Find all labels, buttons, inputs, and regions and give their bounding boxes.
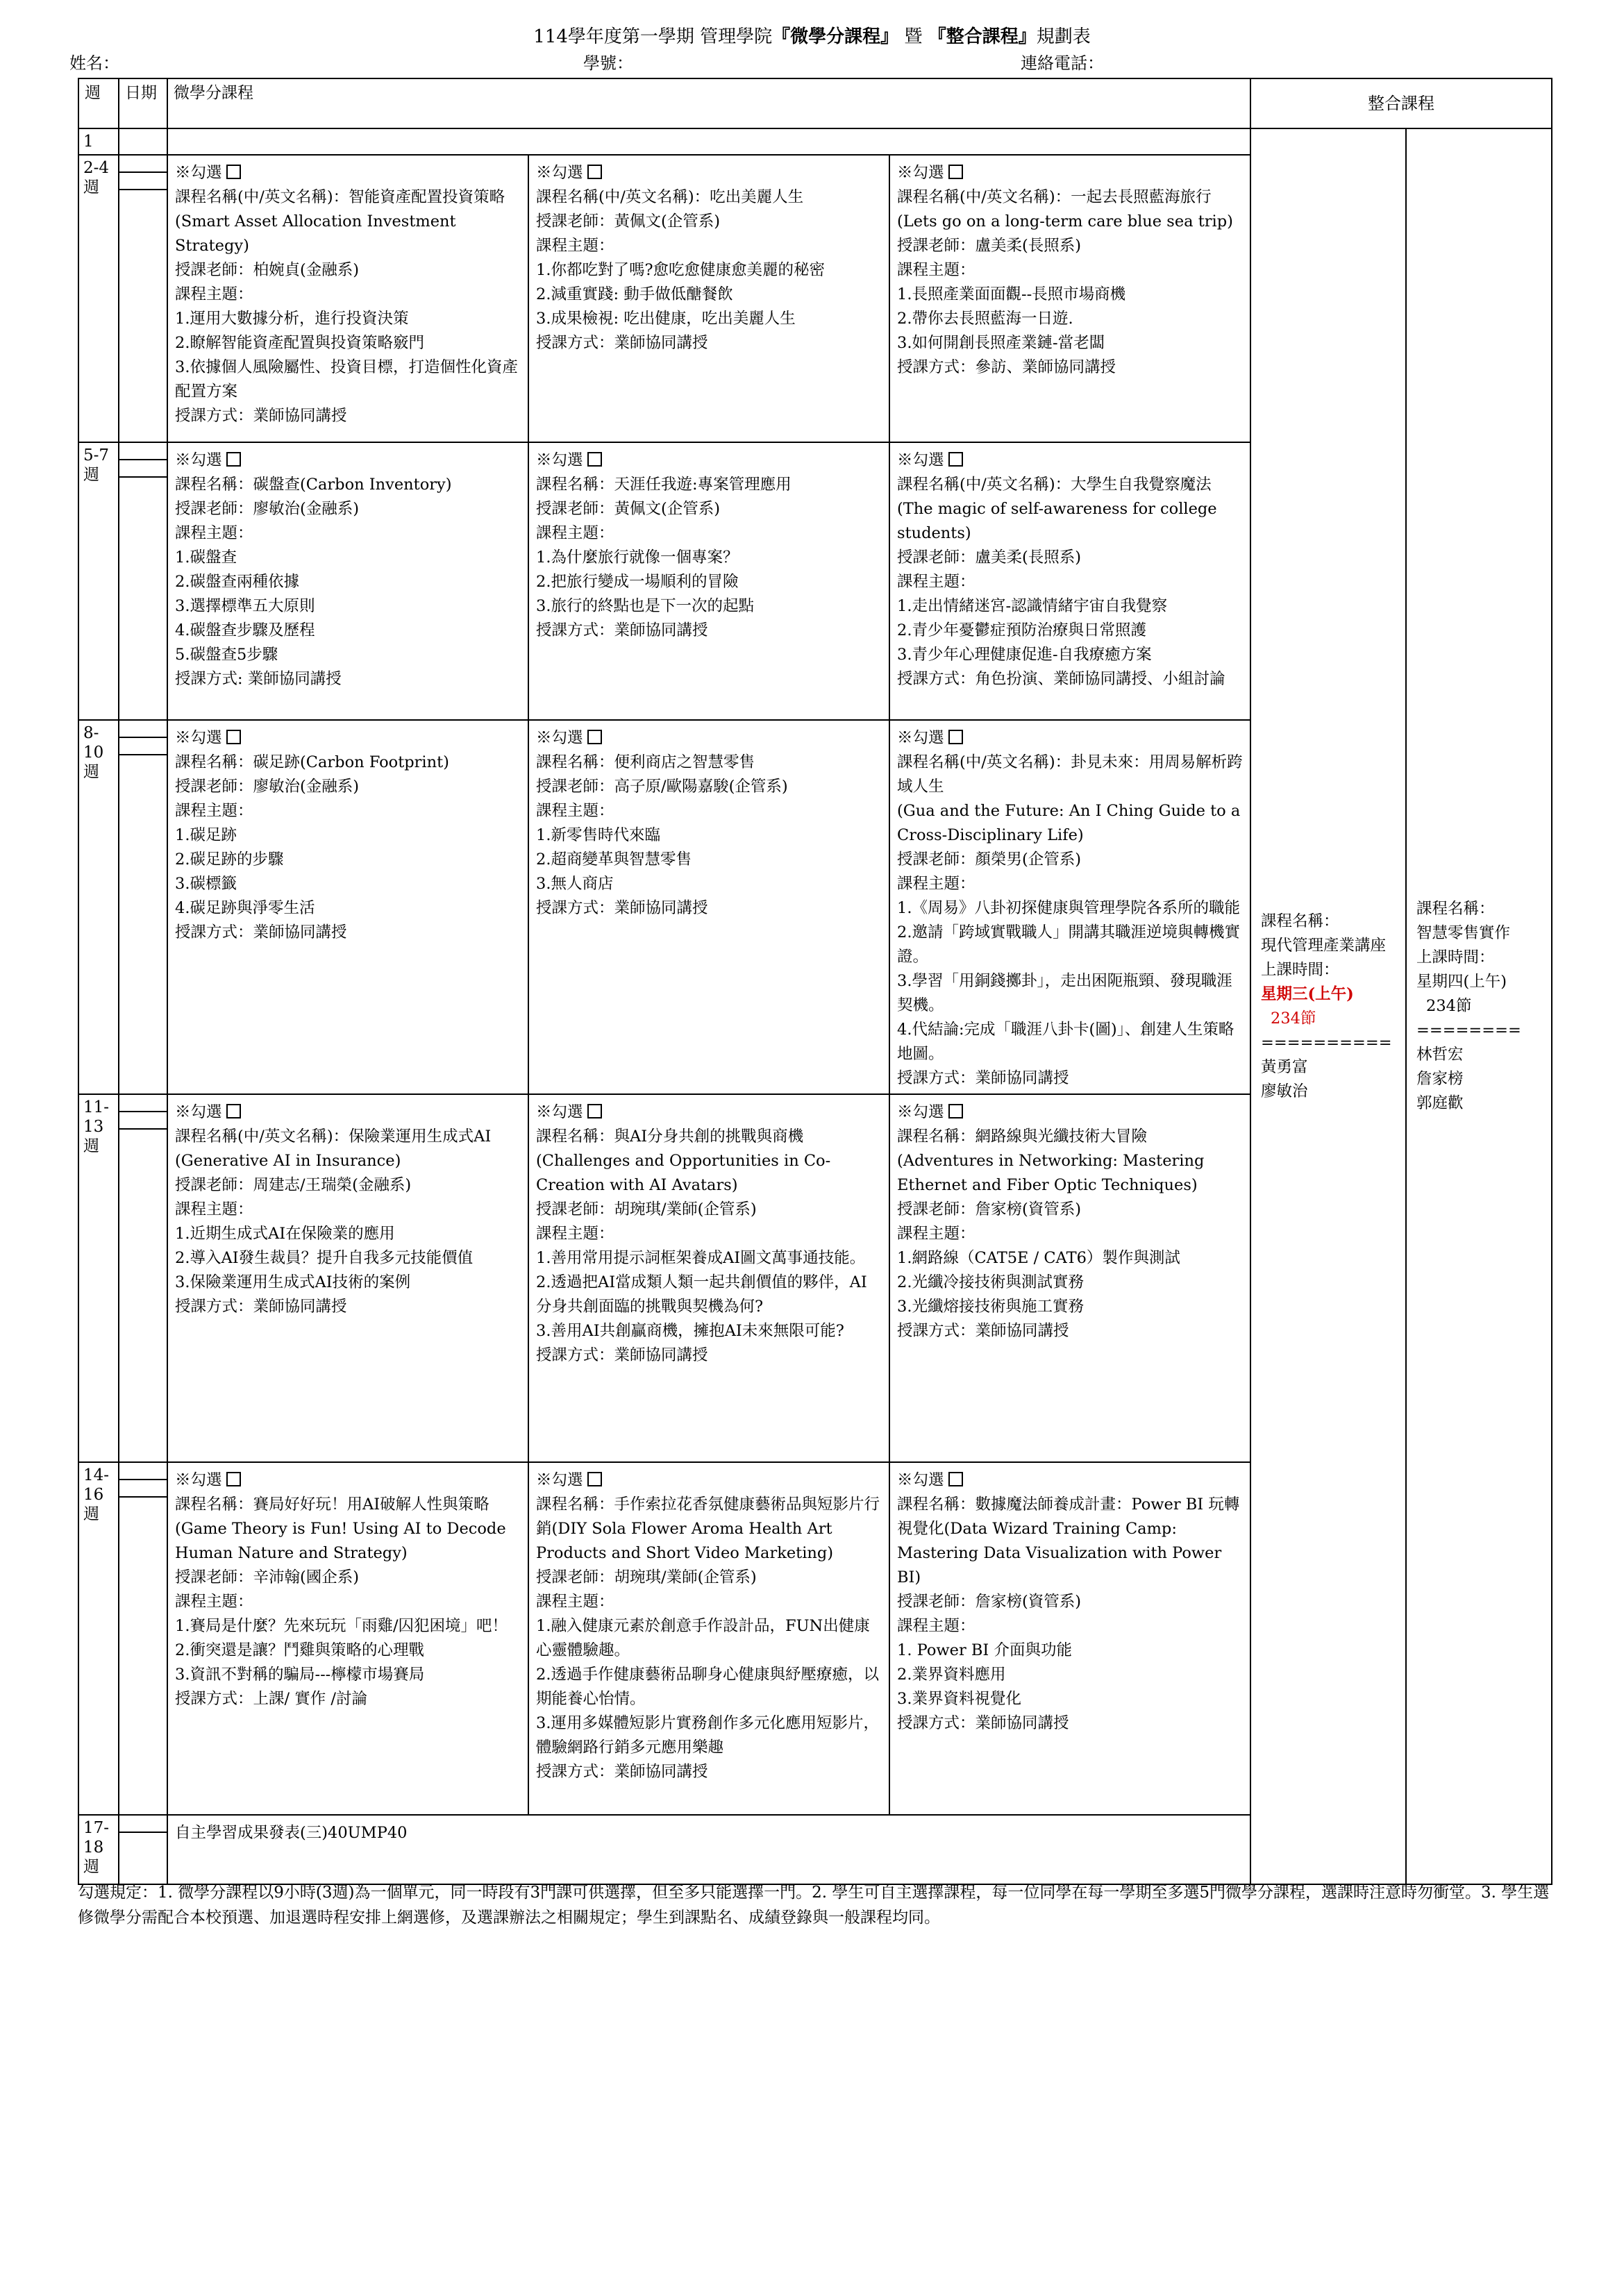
course-line: 5.碳盤查5步驟	[175, 646, 278, 664]
checkbox-icon[interactable]	[587, 452, 602, 467]
course-line: 課程名稱：網路線與光纖技術大冒險(Adventures in Networking: Mastering Ethernet and Fiber Optic Techniques)	[897, 1128, 1205, 1194]
select-checkbox-label[interactable]	[175, 1100, 521, 1125]
course-line: 1. Power BI 介面與功能	[897, 1641, 1072, 1659]
week-label: 2-4週	[78, 155, 119, 442]
integrated-1-time-period: 234節	[1271, 1009, 1316, 1028]
course-line: 1.網路線（CAT5E / CAT6）製作與測試	[897, 1249, 1180, 1267]
course-line: 授課老師：廖敏治(金融系)	[175, 500, 360, 518]
week-label: 8-10週	[78, 720, 119, 1094]
integrated-2-time-period: 234節	[1426, 997, 1472, 1015]
course-cell	[528, 1094, 889, 1462]
course-line: 3.保險業運用生成式AI技術的案例	[175, 1273, 411, 1291]
select-label: ※勾選	[536, 729, 583, 747]
checkbox-icon[interactable]	[587, 730, 602, 744]
course-line: 1.長照產業面面觀--長照市場商機	[897, 285, 1126, 303]
course-line: 授課方式：業師協同講授	[897, 1069, 1069, 1087]
course-line: 授課方式：上課/ 實作 /討論	[175, 1690, 367, 1708]
course-line: 1.賽局是什麼？先來玩玩「雨雞/囚犯困境」吧！	[175, 1617, 508, 1635]
course-line: 課程名稱：便利商店之智慧零售	[536, 753, 755, 771]
course-line: 授課方式：業師協同講授	[897, 1714, 1069, 1732]
date-cell	[119, 1094, 167, 1462]
course-line: 2.衝突還是讓？鬥雞與策略的心理戰	[175, 1641, 424, 1659]
course-cell	[167, 155, 528, 442]
integrated-2-time-day: 星期四(上午)	[1416, 973, 1507, 991]
course-line: 1.你都吃對了嗎?愈吃愈健康愈美麗的秘密	[536, 261, 826, 279]
select-label: ※勾選	[897, 729, 944, 747]
course-line: 授課方式: 業師協同講授	[175, 670, 342, 688]
select-label: ※勾選	[175, 729, 222, 747]
course-line: 課程主題：	[897, 1225, 976, 1243]
week-label: 17-18週	[78, 1815, 119, 1884]
course-line: 課程主題：	[897, 573, 976, 591]
select-checkbox-label[interactable]	[897, 161, 1243, 185]
title-integrated: 『整合課程』	[928, 26, 1037, 47]
course-line: 2.碳足跡的步驟	[175, 850, 284, 869]
self-learning-note: 自主學習成果發表(三)40UMP40	[167, 1815, 1250, 1884]
selection-rules-note: 勾選規定：1. 微學分課程以9小時(3週)為一個單元，同一時段有3門課可供選擇，但至多只能選擇一門。2. 學生可自主選擇課程，每一位同學在每一學期至多選5門微學分課程，選課時注意時勿衝堂。3. 學生選修微學分需配合本校預選、加退選時程安排上網選修，及選課辦法之相關規定；學生到課點名、成績登錄與一般課程均同。	[78, 1884, 1550, 1927]
course-line: 授課老師：柏婉貞(金融系)	[175, 261, 360, 279]
course-line: 1.新零售時代來臨	[536, 826, 660, 844]
course-line: 授課老師：黃佩文(企管系)	[536, 500, 721, 518]
date-cell	[119, 442, 167, 720]
date-cell	[119, 155, 167, 442]
course-line: 課程名稱：碳足跡(Carbon Footprint)	[175, 753, 449, 771]
title-suffix: 規劃表	[1036, 26, 1091, 47]
course-line: 3.碳標籤	[175, 875, 237, 893]
integrated-1-label: 課程名稱：	[1261, 912, 1339, 930]
checkbox-icon[interactable]	[948, 1104, 963, 1118]
week-label: 5-7週	[78, 442, 119, 720]
integrated-1-teacher-2: 廖敏治	[1261, 1082, 1308, 1100]
course-line: 課程主題：	[897, 1617, 976, 1635]
course-line: 授課老師：胡琬琪/業師(企管系)	[536, 1568, 757, 1586]
course-line: 課程主題：	[175, 285, 253, 303]
course-cell	[528, 1462, 889, 1815]
course-line: 2.光纖冷接技術與測試實務	[897, 1273, 1084, 1291]
course-line: 課程主題：	[536, 1593, 614, 1611]
course-line: 課程名稱(中/英文名稱)：吃出美麗人生	[536, 188, 804, 206]
course-line: 授課方式：業師協同講授	[536, 621, 708, 639]
course-cell	[889, 1462, 1250, 1815]
week-label: 1	[78, 128, 119, 155]
course-cell	[167, 1462, 528, 1815]
course-line: 授課老師：胡琬琪/業師(企管系)	[536, 1200, 757, 1218]
date-cell	[119, 1815, 167, 1884]
course-line: 授課方式：參訪、業師協同講授	[897, 358, 1116, 376]
course-line: 3.依據個人風險屬性、投資目標，打造個性化資產配置方案	[175, 358, 518, 401]
course-line: 2.帶你去長照藍海一日遊.	[897, 310, 1073, 328]
title-mid: 暨	[898, 26, 928, 47]
week-label: 11-13週	[78, 1094, 119, 1462]
course-line: 授課老師：盧美柔(長照系)	[897, 237, 1082, 255]
checkbox-icon[interactable]	[587, 1472, 602, 1486]
course-line: 1.近期生成式AI在保險業的應用	[175, 1225, 395, 1243]
course-cell	[889, 442, 1250, 720]
select-checkbox-label[interactable]	[536, 1468, 882, 1493]
course-line: 3.資訊不對稱的騙局---檸檬市場賽局	[175, 1666, 425, 1684]
course-line: 授課方式：業師協同講授	[175, 1298, 347, 1316]
course-line: 課程主題：	[175, 1593, 253, 1611]
course-line: 1.碳盤查	[175, 548, 237, 567]
date-cell	[119, 1462, 167, 1815]
name-field-label: 姓名：	[69, 53, 119, 73]
table-row	[78, 128, 1552, 155]
select-checkbox-label[interactable]	[175, 449, 521, 473]
course-line: 課程名稱：賽局好好玩！用AI破解人性與策略(Game Theory is Fun! Using AI to Decode Human Nature and Strategy)	[175, 1495, 506, 1562]
course-line: 課程主題：	[897, 261, 976, 279]
select-checkbox-label[interactable]	[175, 1468, 521, 1493]
header-micro-credit: 微學分課程	[167, 78, 1250, 128]
course-line: 課程名稱(中/英文名稱)：一起去長照藍海旅行(Lets go on a long-term care blue sea trip)	[897, 188, 1233, 231]
course-line: 授課老師：黃佩文(企管系)	[536, 212, 721, 231]
date-cell	[119, 720, 167, 1094]
course-line: 課程主題：	[536, 1225, 614, 1243]
course-line: 4.代結論:完成「職涯八卦卡(圖)」、創建人生策略地圖。	[897, 1021, 1234, 1063]
course-line: 授課方式：業師協同講授	[175, 407, 347, 425]
integrated-2-label: 課程名稱：	[1416, 900, 1495, 918]
course-cell	[528, 155, 889, 442]
course-line: 授課方式：業師協同講授	[536, 899, 708, 917]
course-line: 2.減重實踐: 動手做低醣餐飲	[536, 285, 733, 303]
checkbox-icon[interactable]	[226, 730, 241, 744]
course-line: 3.學習「用銅錢擲卦」，走出困阨瓶頸、發現職涯契機。	[897, 972, 1232, 1014]
course-line: 2.導入AI發生裁員？提升自我多元技能價值	[175, 1249, 474, 1267]
select-label: ※勾選	[175, 451, 222, 469]
course-line: 授課老師：辛沛翰(國企系)	[175, 1568, 360, 1586]
select-checkbox-label[interactable]	[897, 1468, 1243, 1493]
course-line: 1.走出情緒迷宮-認識情緒宇宙自我覺察	[897, 597, 1168, 615]
checkbox-icon[interactable]	[226, 165, 241, 179]
select-checkbox-label[interactable]	[897, 1100, 1243, 1125]
integrated-1-name: 現代管理產業講座	[1261, 936, 1387, 955]
course-line: 1.善用常用提示詞框架養成AI圖文萬事通技能。	[536, 1249, 866, 1267]
course-line: 3.無人商店	[536, 875, 614, 893]
select-label: ※勾選	[897, 164, 944, 182]
course-line: 課程主題：	[536, 524, 614, 542]
course-line: 課程主題：	[897, 875, 976, 893]
checkbox-icon[interactable]	[226, 1472, 241, 1486]
course-line: 3.如何開創長照產業鏈-當老闆	[897, 334, 1105, 352]
course-cell	[528, 442, 889, 720]
select-label: ※勾選	[536, 1103, 583, 1121]
course-line: 1.為什麼旅行就像一個專案？	[536, 548, 739, 567]
select-checkbox-label[interactable]	[897, 726, 1243, 751]
course-line: 課程名稱(中/英文名稱)：智能資產配置投資策略(Smart Asset Allocation Investment Strategy)	[175, 188, 505, 255]
course-line: 授課老師：高子原/歐陽嘉駿(企管系)	[536, 778, 788, 796]
student-id-field-label: 學號：	[583, 53, 633, 73]
select-label: ※勾選	[536, 164, 583, 182]
course-line: 2.業界資料應用	[897, 1666, 1006, 1684]
course-line: 課程名稱(中/英文名稱)：保險業運用生成式AI (Generative AI in Insurance)	[175, 1128, 492, 1170]
select-label: ※勾選	[536, 451, 583, 469]
integrated-1-separator: ==========	[1261, 1033, 1392, 1052]
integrated-1-teacher-1: 黃勇富	[1261, 1057, 1308, 1076]
course-line: 課程名稱(中/英文名稱)：卦見未來：用周易解析跨域人生	[897, 753, 1243, 796]
select-label: ※勾選	[175, 164, 222, 182]
course-line: 2.邀請「跨域實戰職人」開講其職涯逆境與轉機實證。	[897, 923, 1240, 966]
course-line: 課程主題：	[536, 802, 614, 820]
course-line: 2.透過把AI當成類人類一起共創價值的夥伴，AI分身共創面臨的挑戰與契機為何?	[536, 1273, 867, 1316]
phone-field-label: 連絡電話：	[1021, 53, 1104, 73]
course-line: 1.《周易》八卦初探健康與管理學院各系所的職能	[897, 899, 1240, 917]
select-checkbox-label[interactable]	[536, 161, 882, 185]
course-line: 授課老師：盧美柔(長照系)	[897, 548, 1082, 567]
select-label: ※勾選	[897, 451, 944, 469]
week-label: 14-16週	[78, 1462, 119, 1815]
course-line: 1.融入健康元素於創意手作設計品，FUN出健康心靈體驗趣。	[536, 1617, 870, 1659]
course-line: 3.光纖熔接技術與施工實務	[897, 1298, 1084, 1316]
course-line: 課程名稱：碳盤查(Carbon Inventory)	[175, 476, 452, 494]
date-cell	[119, 128, 167, 155]
checkbox-icon[interactable]	[226, 452, 241, 467]
course-line: 課程名稱：數據魔法師養成計畫：Power BI 玩轉視覺化(Data Wizard Training Camp: Mastering Data Visualization with Power BI)	[897, 1495, 1240, 1586]
course-line: 授課老師：詹家榜(資管系)	[897, 1200, 1082, 1218]
checkbox-icon[interactable]	[948, 1472, 963, 1486]
course-line: 3.旅行的終點也是下一次的起點	[536, 597, 754, 615]
course-line: 3.善用AI共創贏商機，擁抱AI未來無限可能?	[536, 1322, 844, 1340]
integrated-2-time-label: 上課時間：	[1416, 948, 1495, 966]
course-line: 3.業界資料視覺化	[897, 1690, 1021, 1708]
course-line: (Gua and the Future: An I Ching Guide to a Cross-Disciplinary Life)	[897, 802, 1241, 844]
integrated-2-name: 智慧零售實作	[1416, 924, 1511, 942]
select-checkbox-label[interactable]	[897, 449, 1243, 473]
select-label: ※勾選	[536, 1471, 583, 1489]
course-cell	[889, 1094, 1250, 1462]
course-line: 授課老師：顏榮男(企管系)	[897, 850, 1082, 869]
select-label: ※勾選	[897, 1471, 944, 1489]
integrated-course-2	[1406, 128, 1552, 1884]
course-line: 授課方式：角色扮演、業師協同講授、小組討論	[897, 670, 1225, 688]
course-cell	[167, 1094, 528, 1462]
header-week: 週	[78, 78, 119, 128]
select-checkbox-label[interactable]	[536, 726, 882, 751]
course-line: 3.選擇標準五大原則	[175, 597, 315, 615]
course-cell-empty	[167, 128, 1250, 155]
course-line: 3.青少年心理健康促進-自我療癒方案	[897, 646, 1152, 664]
course-line: 3.運用多媒體短影片實務創作多元化應用短影片，體驗網路行銷多元應用樂趣	[536, 1714, 879, 1757]
course-line: 授課老師：周建志/王瑞榮(金融系)	[175, 1176, 412, 1194]
integrated-1-time-label: 上課時間：	[1261, 960, 1339, 979]
course-line: 2.透過手作健康藝術品聊身心健康與紓壓療癒，以期能養心怡情。	[536, 1666, 879, 1708]
course-line: 課程名稱(中/英文名稱)：大學生自我覺察魔法(The magic of self-awareness for college students)	[897, 476, 1217, 542]
course-line: 授課方式：業師協同講授	[897, 1322, 1069, 1340]
checkbox-icon[interactable]	[948, 165, 963, 179]
course-line: 課程主題：	[536, 237, 614, 255]
course-line: 授課老師：詹家榜(資管系)	[897, 1593, 1082, 1611]
select-label: ※勾選	[175, 1103, 222, 1121]
integrated-2-separator: ========	[1416, 1021, 1521, 1039]
course-line: 課程名稱：天涯任我遊:專案管理應用	[536, 476, 792, 494]
course-line: 2.超商變革與智慧零售	[536, 850, 692, 869]
course-line: 授課方式：業師協同講授	[536, 1346, 708, 1364]
checkbox-icon[interactable]	[587, 1104, 602, 1118]
course-cell	[167, 442, 528, 720]
course-line: 授課老師：廖敏治(金融系)	[175, 778, 360, 796]
integrated-2-teacher-1: 林哲宏	[1416, 1046, 1464, 1064]
select-label: ※勾選	[897, 1103, 944, 1121]
course-line: 1.運用大數據分析，進行投資決策	[175, 310, 409, 328]
course-line: 課程名稱：與AI分身共創的挑戰與商機(Challenges and Opportunities in Co-Creation with AI Avatars)	[536, 1128, 831, 1194]
course-cell	[528, 720, 889, 1094]
course-line: 4.碳盤查步驟及歷程	[175, 621, 315, 639]
integrated-1-time-day: 星期三(上午)	[1261, 984, 1354, 1003]
checkbox-icon[interactable]	[587, 165, 602, 179]
course-line: 授課方式：業師協同講授	[536, 334, 708, 352]
checkbox-icon[interactable]	[226, 1104, 241, 1118]
course-line: 2.青少年憂鬱症預防治療與日常照護	[897, 621, 1146, 639]
select-checkbox-label[interactable]	[175, 161, 521, 185]
title-micro-credit: 『微學分課程』	[772, 26, 899, 47]
checkbox-icon[interactable]	[948, 730, 963, 744]
course-cell	[167, 720, 528, 1094]
integrated-2-teacher-3: 郭庭歡	[1416, 1094, 1464, 1112]
integrated-course-1	[1250, 128, 1406, 1884]
document-title	[0, 25, 1624, 49]
integrated-2-teacher-2: 詹家榜	[1416, 1070, 1464, 1088]
title-prefix: 114學年度第一學期 管理學院	[533, 26, 773, 47]
schedule-table	[78, 78, 1552, 1885]
checkbox-icon[interactable]	[948, 452, 963, 467]
course-line: 課程名稱：手作索拉花香氛健康藝術品與短影片行銷(DIY Sola Flower Aroma Health Art Products and Short Video Marketing)	[536, 1495, 880, 1562]
select-checkbox-label[interactable]	[536, 449, 882, 473]
select-label: ※勾選	[175, 1471, 222, 1489]
course-line: 課程主題：	[175, 802, 253, 820]
course-line: 2.瞭解智能資產配置與投資策略竅門	[175, 334, 424, 352]
course-line: 授課方式：業師協同講授	[175, 923, 347, 941]
header-date: 日期	[119, 78, 167, 128]
course-line: 2.把旅行變成一場順利的冒險	[536, 573, 739, 591]
select-checkbox-label[interactable]	[175, 726, 521, 751]
course-line: 1.碳足跡	[175, 826, 237, 844]
course-cell	[889, 720, 1250, 1094]
course-line: 4.碳足跡與淨零生活	[175, 899, 315, 917]
select-checkbox-label[interactable]	[536, 1100, 882, 1125]
table-header-row	[78, 78, 1552, 128]
course-line: 2.碳盤查兩種依據	[175, 573, 299, 591]
course-line: 授課方式：業師協同講授	[536, 1763, 708, 1781]
course-line: 課程主題：	[175, 1200, 253, 1218]
course-line: 3.成果檢視: 吃出健康，吃出美麗人生	[536, 310, 796, 328]
header-integrated: 整合課程	[1250, 78, 1552, 128]
course-cell	[889, 155, 1250, 442]
course-line: 課程主題：	[175, 524, 253, 542]
